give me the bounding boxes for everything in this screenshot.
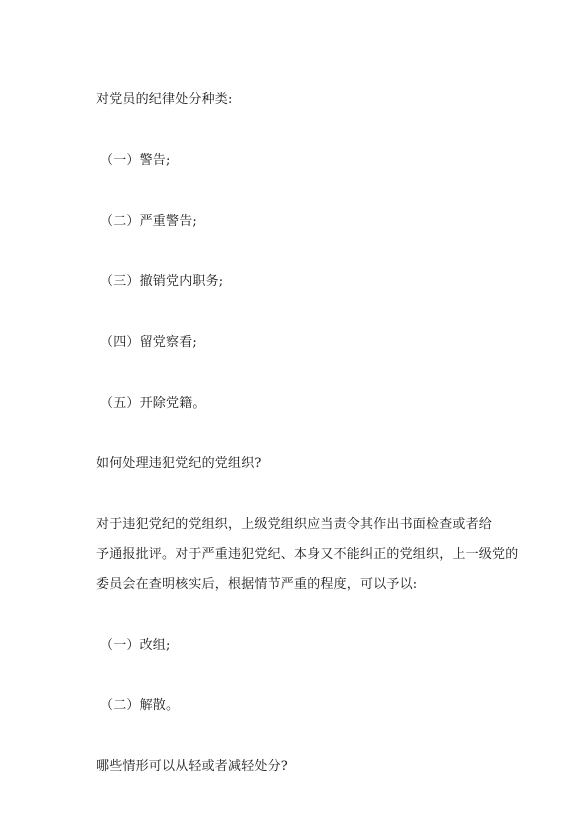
paragraph-line-1: 对于违犯党纪的党组织，上级党组织应当责令其作出书面检查或者给 <box>96 517 493 532</box>
section-heading-lenient-cases: 哪些情形可以从轻或者减轻处分? <box>96 759 288 774</box>
paragraph-line-3: 委员会在查明核实后，根据情节严重的程度，可以予以: <box>96 577 418 592</box>
paragraph-line-2: 予通报批评。对于严重违犯党纪、本身又不能纠正的党组织，上一级党的 <box>96 547 519 562</box>
list-item-expulsion: （五）开除党籍。 <box>100 396 206 411</box>
section-heading-org-violation: 如何处理违犯党纪的党组织? <box>96 456 262 471</box>
list-item-remove-post: （三）撤销党内职务; <box>100 274 224 289</box>
list-item-serious-warning: （二）严重警告; <box>100 214 197 229</box>
list-item-dissolve: （二）解散。 <box>100 698 180 713</box>
list-item-probation: （四）留党察看; <box>100 335 197 350</box>
list-item-reorganize: （一）改组; <box>100 638 171 653</box>
list-item-warning: （一）警告; <box>100 153 171 168</box>
section-heading-discipline-types: 对党员的纪律处分种类: <box>96 92 233 107</box>
